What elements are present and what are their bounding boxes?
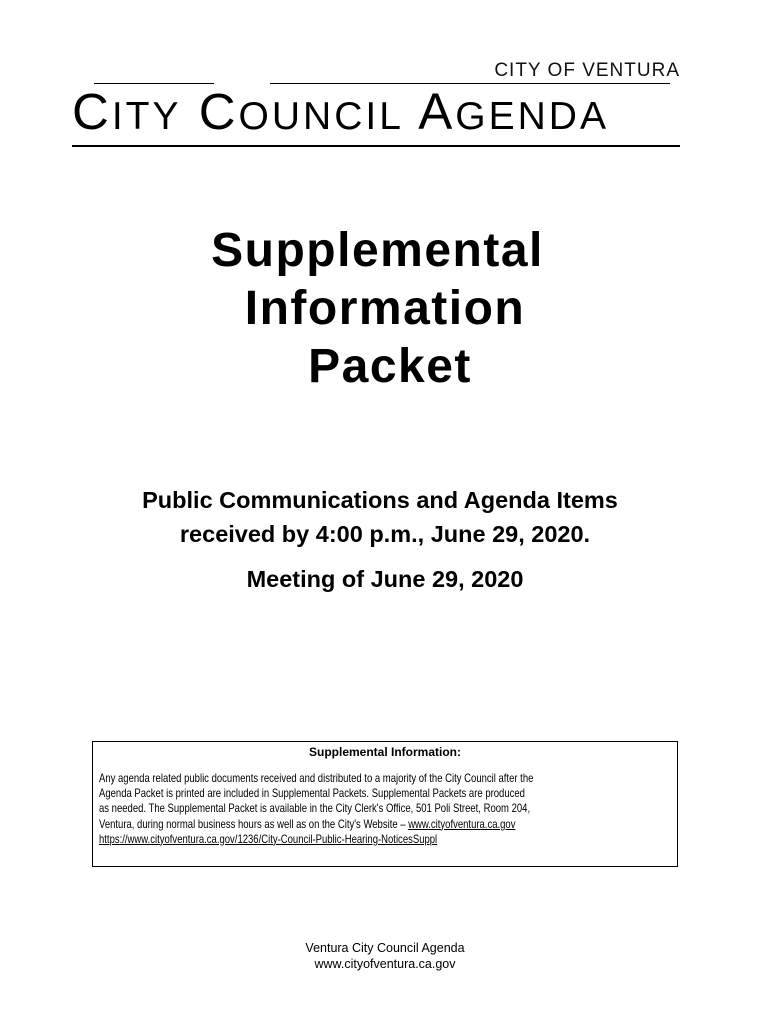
supplemental-info-box xyxy=(92,741,678,867)
masthead xyxy=(0,0,770,160)
info-line-2: Agenda Packet is printed are included in Supplemental Packets. Supplemental Packets are produced xyxy=(99,787,525,801)
info-line-4 xyxy=(99,817,570,832)
footer-line-2: www.cityofventura.ca.gov xyxy=(314,957,456,971)
communications-line-2: received by 4:00 p.m., June 29, 2020. xyxy=(179,521,591,547)
meeting-date-text: Meeting of June 29, 2020 xyxy=(246,566,524,592)
city-label: CITY OF VENTURA xyxy=(494,60,680,81)
title-word-council: COUNCIL xyxy=(198,83,404,140)
packet-title-line-1: Supplemental xyxy=(211,224,544,277)
packet-title-line-2: Information xyxy=(244,282,526,335)
footer-line-1: Ventura City Council Agenda xyxy=(305,941,465,955)
info-line-4-text: Ventura, during normal business hours as well as on the City's Website – xyxy=(99,817,409,831)
info-line-1: Any agenda related public documents received and distributed to a majority of the City Council after the xyxy=(99,772,534,785)
hearing-notices-link[interactable]: https://www.cityofventura.ca.gov/1236/City-Council-Public-Hearing-NoticesSuppl xyxy=(99,832,438,846)
page-footer xyxy=(0,940,770,972)
info-box-heading: Supplemental Information: xyxy=(308,745,461,759)
packet-title xyxy=(0,222,770,396)
packet-title-line-3: Packet xyxy=(308,340,472,393)
meeting-date xyxy=(0,566,770,593)
title-word-city: CITY xyxy=(72,83,182,140)
agenda-title xyxy=(72,83,609,140)
title-word-agenda: AGENDA xyxy=(418,83,609,140)
communications-line-1: Public Communications and Agenda Items xyxy=(142,487,618,513)
masthead-bottom-rule xyxy=(72,145,680,147)
info-line-3: as needed. The Supplemental Packet is available in the City Clerk's Office, 501 Poli Street, Room 204, xyxy=(99,802,531,816)
info-line-5 xyxy=(99,832,570,847)
website-link[interactable]: www.cityofventura.ca.gov xyxy=(408,817,516,831)
info-box-body xyxy=(99,771,673,847)
communications-heading xyxy=(0,483,770,551)
